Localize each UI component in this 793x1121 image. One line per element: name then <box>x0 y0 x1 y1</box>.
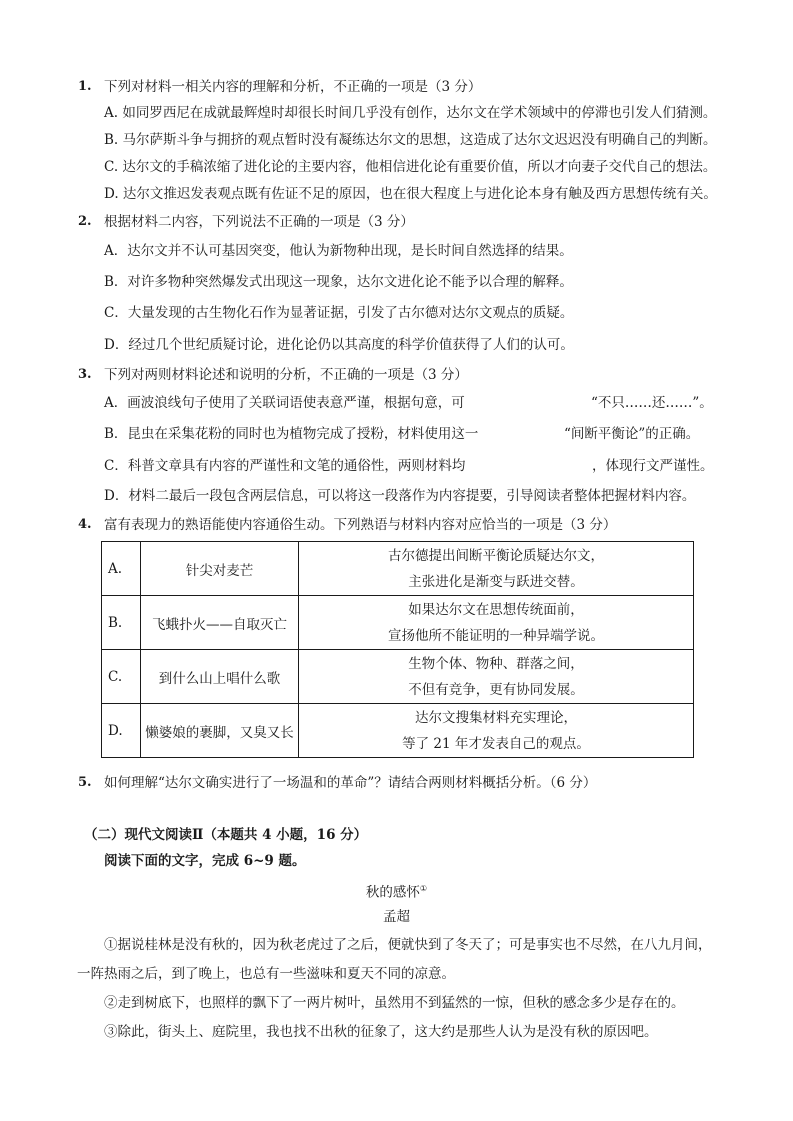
idiom-cell: 懒婆娘的裹脚，又臭又长 <box>141 704 299 758</box>
question-2-option-d: D．经过几个世纪质疑讨论，进化论仍以其高度的科学价值获得了人们的认可。 <box>104 337 574 353</box>
question-1-option-a: A. 如同罗西尼在成就最辉煌时却很长时间几乎没有创作，达尔文在学术领域中的停滞也引发人们猜测。 <box>104 105 717 121</box>
question-2-option-c: C．大量发现的古生物化石作为显著证据，引发了古尔德对达尔文观点的质疑。 <box>104 305 574 321</box>
essay-paragraph-1-cont: 一阵热雨之后，到了晚上，也总有一些滋味和夏天不同的凉意。 <box>77 966 455 982</box>
question-3-option-a: A．画波浪线句子使用了关联词语使表意严谨，根据句意，可 <box>104 395 465 411</box>
question-2-option-b: B．对许多物种突然爆发式出现这一现象，达尔文进化论不能予以合理的解释。 <box>104 274 573 290</box>
question-2-option-a: A．达尔文并不认可基因突变，他认为新物种出现，是长时间自然选择的结果。 <box>104 243 573 259</box>
description-line: 达尔文搜集材料充实理论， <box>415 709 577 726</box>
essay-paragraph-3: ③除此，街头上、庭院里，我也找不出秋的征象了，这大约是那些人认为是没有秋的原因吧。 <box>104 1024 658 1040</box>
question-2-stem: 根据材料二内容，下列说法不正确的一项是（3 分） <box>104 214 414 230</box>
question-3-option-c: C．科普文章具有内容的严谨性和文笔的通俗性，两则材料均 <box>104 458 466 474</box>
section-instruction: 阅读下面的文字，完成 6~9 题。 <box>104 853 306 869</box>
idiom-cell: 飞蛾扑火——自取灭亡 <box>141 596 299 650</box>
question-2-number: 2. <box>78 214 92 229</box>
question-3-option-a-tail: “不只……还……”。 <box>591 395 713 411</box>
option-letter: D. <box>102 704 141 758</box>
question-4-stem: 富有表现力的熟语能使内容通俗生动。下列熟语与材料内容对应恰当的一项是（3 分） <box>104 517 617 533</box>
question-3-option-b: B．昆虫在采集花粉的同时也为植物完成了授粉，材料使用这一 <box>104 426 479 442</box>
question-5-number: 5. <box>78 775 92 790</box>
question-3-stem: 下列对两则材料论述和说明的分析，不正确的一项是（3 分） <box>104 367 468 383</box>
essay-paragraph-1: ①据说桂林是没有秋的，因为秋老虎过了之后，便就快到了冬天了；可是事实也不尽然，在八九月间， <box>104 937 712 953</box>
matching-table <box>101 541 694 758</box>
question-3-number: 3. <box>78 367 92 382</box>
essay-paragraph-2: ②走到树底下，也照样的飘下了一两片树叶，虽然用不到猛然的一惊，但秋的感念多少是存在的。 <box>104 995 685 1011</box>
description-line: 如果达尔文在思想传统面前， <box>408 601 584 618</box>
essay-title <box>0 880 793 902</box>
table-row <box>102 704 694 758</box>
question-1-option-d: D. 达尔文推迟发表观点既有佐证不足的原因，也在很大程度上与进化论本身有触及西方思想传统有关。 <box>104 186 717 202</box>
idiom-cell: 针尖对麦芒 <box>141 542 299 596</box>
description-line: 生物个体、物种、群落之间， <box>408 655 584 672</box>
question-1-number: 1. <box>78 79 92 94</box>
description-line: 不但有竞争，更有协同发展。 <box>408 681 584 698</box>
question-5-stem: 如何理解“达尔文确实进行了一场温和的革命”？请结合两则材料概括分析。（6 分） <box>104 775 597 791</box>
description-line: 等了 21 年才发表自己的观点。 <box>402 735 590 752</box>
option-letter: C. <box>102 650 141 704</box>
description-line: 古尔德提出间断平衡论质疑达尔文， <box>388 547 604 564</box>
essay-title-text: 秋的感怀 <box>365 884 420 901</box>
description-cell <box>299 704 694 758</box>
question-3-option-b-tail: “间断平衡论”的正确。 <box>564 426 700 442</box>
essay-title-note: ① <box>419 884 428 893</box>
table-row <box>102 596 694 650</box>
description-cell <box>299 596 694 650</box>
option-letter: A. <box>102 542 141 596</box>
table-row <box>102 542 694 596</box>
option-letter: B. <box>102 596 141 650</box>
question-1-option-c: C. 达尔文的手稿浓缩了进化论的主要内容，他相信进化论有重要价值，所以才向妻子交代自己的想法。 <box>104 159 717 175</box>
section-heading: （二）现代文阅读Ⅱ（本题共 4 小题，16 分） <box>84 827 368 843</box>
description-line: 宣扬他所不能证明的一种异端学说。 <box>388 627 604 644</box>
table-row <box>102 650 694 704</box>
essay-author: 孟超 <box>383 909 410 925</box>
question-3-option-d: D．材料二最后一段包含两层信息，可以将这一段落作为内容提要，引导阅读者整体把握材料内容。 <box>104 488 696 504</box>
idiom-cell: 到什么山上唱什么歌 <box>141 650 299 704</box>
question-1-option-b: B. 马尔萨斯斗争与拥挤的观点暂时没有凝练达尔文的思想，这造成了达尔文迟迟没有明确自己的判断。 <box>104 132 717 148</box>
description-cell <box>299 650 694 704</box>
question-4-number: 4. <box>78 517 92 532</box>
question-1-stem: 下列对材料一相关内容的理解和分析，不正确的一项是（3 分） <box>104 79 482 95</box>
description-cell <box>299 542 694 596</box>
question-3-option-c-tail: ，体现行文严谨性。 <box>592 458 714 474</box>
description-line: 主张进化是渐变与跃进交替。 <box>408 573 584 590</box>
